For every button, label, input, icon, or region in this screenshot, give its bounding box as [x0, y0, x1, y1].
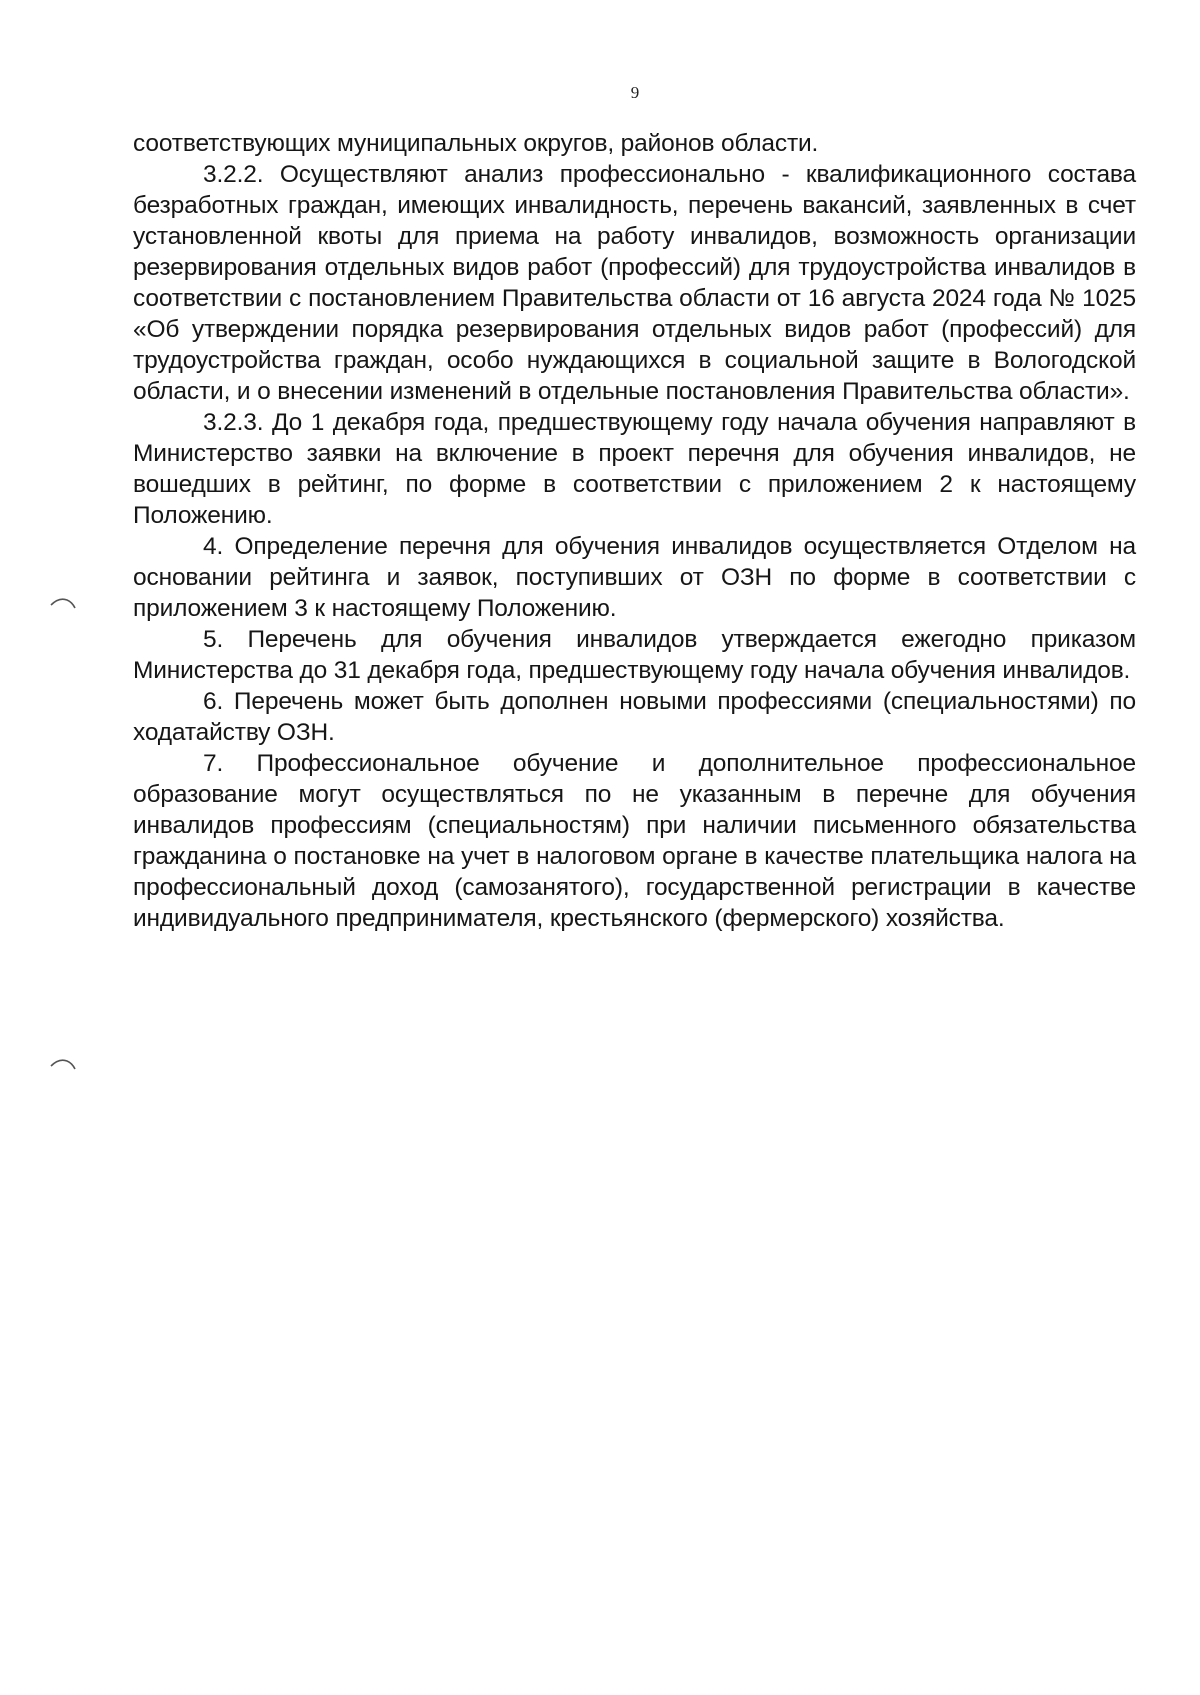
page-number: 9	[630, 83, 640, 102]
paragraph-continuation: соответствующих муниципальных округов, районов области.	[133, 130, 819, 157]
paragraph-4: 4. Определение перечня для обучения инвалидов осуществляется Отделом на основании рейтинга и заявок, поступивших от ОЗН по форме в соответствии с приложением 3 к настоящему Положению.	[133, 533, 1136, 622]
paragraph-7: 7. Профессиональное обучение и дополнительное профессиональное образование могут осуществляться по не указанным в перечне для обучения инвалидов профессиям (специальностям) при наличии письменного обязательства гражданина о постановке на учет в налоговом органе в качестве плательщика налога на профессиональный доход (самозанятого), государственной регистрации в качестве индивидуального предпринимателя, крестьянского (фермерского) хозяйства.	[133, 750, 1136, 932]
paragraph-6: 6. Перечень может быть дополнен новыми профессиями (специальностями) по ходатайству ОЗН.	[133, 688, 1136, 746]
scan-mark-top	[50, 596, 76, 610]
paragraph-3-2-2: 3.2.2. Осуществляют анализ профессионально - квалификационного состава безработных граждан, имеющих инвалидность, перечень вакансий, заявленных в счет установленной квоты для приема на работу инвалидов, возможность организации резервирования отдельных видов работ (профессий) для трудоустройства инвалидов в соответствии с постановлением Правительства области от 16 августа 2024 года № 1025 «Об утверждении порядка резервирования отдельных видов работ (профессий) для трудоустройства граждан, особо нуждающихся в социальной защите в Вологодской области, и о внесении изменений в отдельные постановления Правительства области».	[133, 161, 1136, 405]
paragraph-5: 5. Перечень для обучения инвалидов утверждается ежегодно приказом Министерства до 31 декабря года, предшествующему году начала обучения инвалидов.	[133, 626, 1136, 684]
body-text	[133, 128, 1136, 934]
scan-mark-bottom	[50, 1057, 76, 1071]
paragraph-3-2-3: 3.2.3. До 1 декабря года, предшествующему году начала обучения направляют в Министерство заявки на включение в проект перечня для обучения инвалидов, не вошедших в рейтинг, по форме в соответствии с приложением 2 к настоящему Положению.	[133, 409, 1136, 529]
